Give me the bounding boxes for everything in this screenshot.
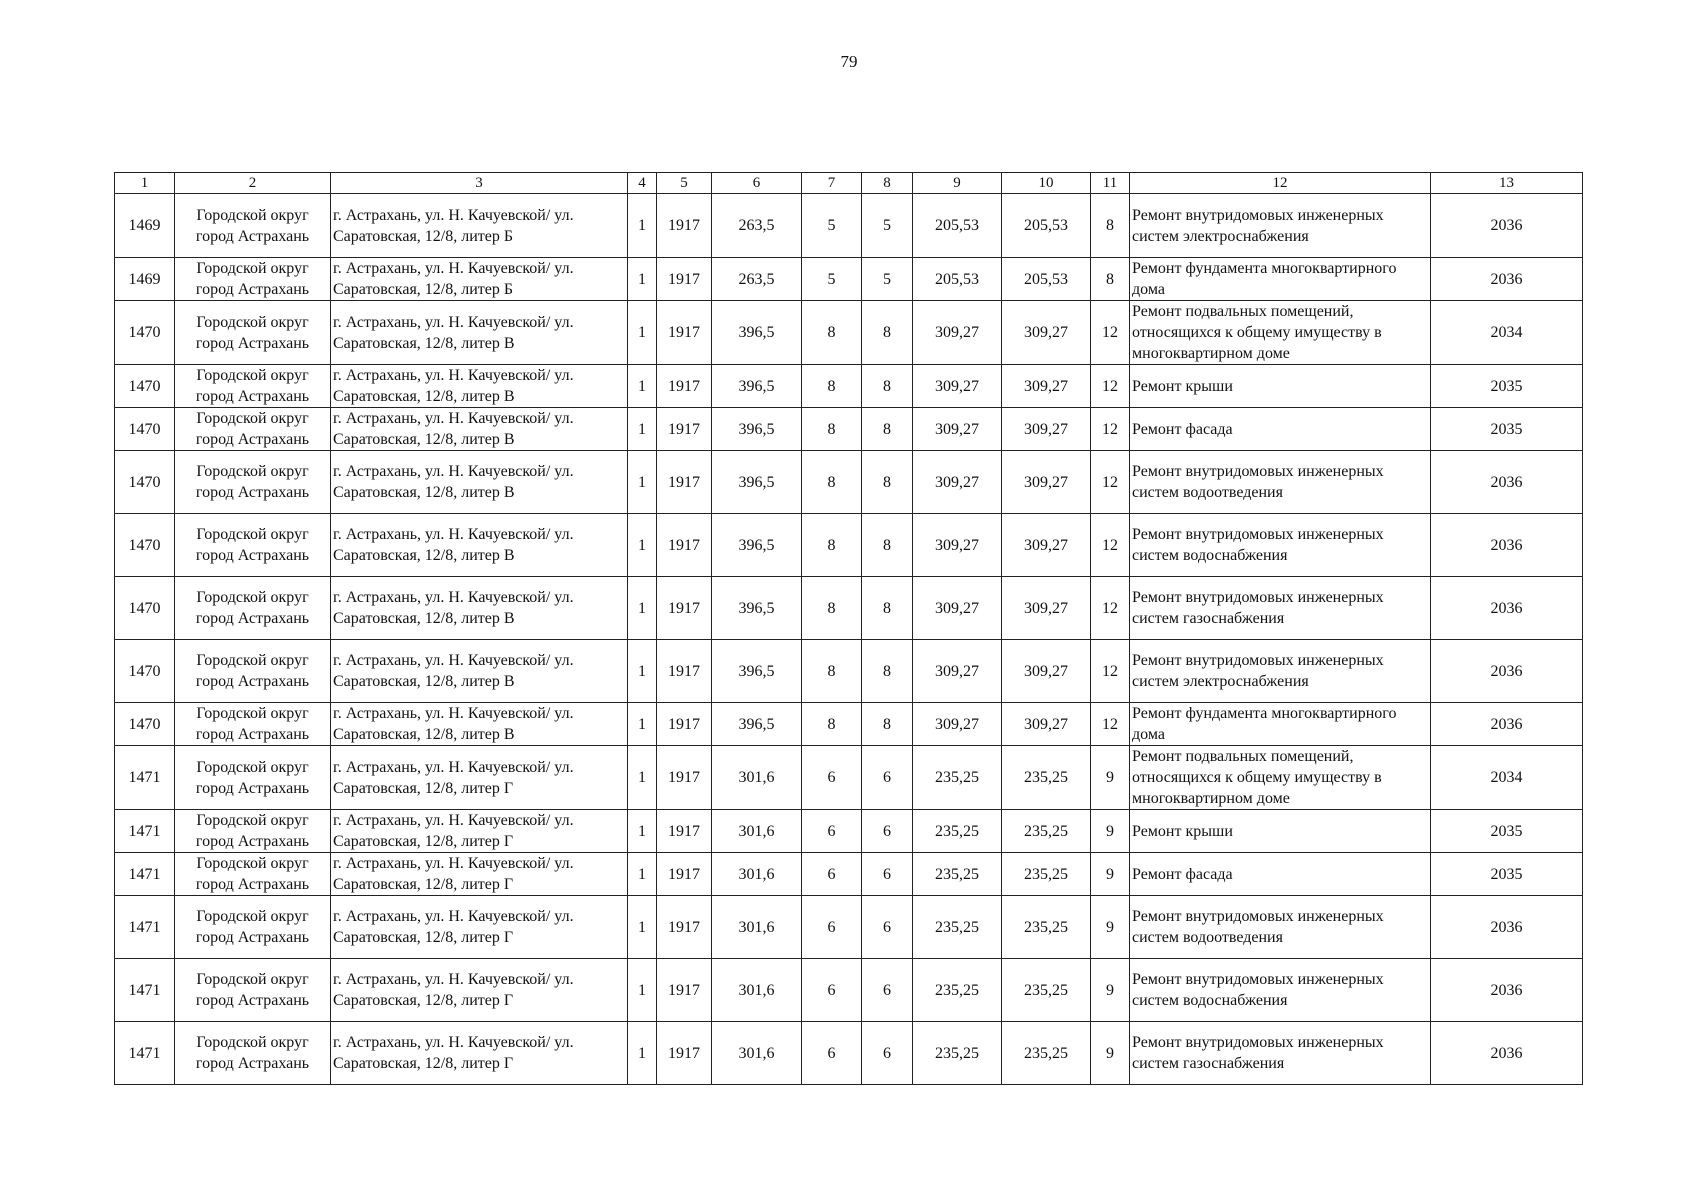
cell-col10: 235,25 (1002, 959, 1091, 1022)
table-row (115, 746, 1583, 810)
cell-col9: 309,27 (913, 408, 1002, 451)
cell-number: 1471 (115, 959, 175, 1022)
cell-col9: 235,25 (913, 959, 1002, 1022)
cell-col4: 1 (628, 1022, 657, 1085)
capital-repair-table (114, 172, 1583, 1085)
cell-area: 396,5 (712, 365, 802, 408)
cell-plan-year: 2035 (1431, 853, 1583, 896)
cell-plan-year: 2036 (1431, 451, 1583, 514)
cell-plan-year: 2035 (1431, 365, 1583, 408)
cell-col4: 1 (628, 301, 657, 365)
cell-col9: 309,27 (913, 577, 1002, 640)
cell-col11: 12 (1091, 301, 1130, 365)
cell-address: г. Астрахань, ул. Н. Качуевской/ ул. Саратовская, 12/8, литер Б (331, 258, 628, 301)
cell-work-type: Ремонт внутридомовых инженерных систем водоснабжения (1130, 959, 1431, 1022)
cell-year: 1917 (657, 1022, 712, 1085)
cell-col10: 309,27 (1002, 301, 1091, 365)
cell-area: 301,6 (712, 959, 802, 1022)
cell-year: 1917 (657, 810, 712, 853)
table-row (115, 853, 1583, 896)
cell-number: 1469 (115, 258, 175, 301)
cell-col10: 205,53 (1002, 194, 1091, 258)
table-row (115, 194, 1583, 258)
cell-number: 1470 (115, 365, 175, 408)
cell-municipality: Городской округ город Астрахань (175, 640, 331, 703)
cell-work-type: Ремонт крыши (1130, 365, 1431, 408)
cell-plan-year: 2034 (1431, 301, 1583, 365)
column-header-7: 7 (802, 173, 862, 194)
cell-col11: 8 (1091, 258, 1130, 301)
cell-col8: 5 (862, 258, 913, 301)
cell-municipality: Городской округ город Астрахань (175, 577, 331, 640)
header-row (115, 173, 1583, 194)
cell-area: 396,5 (712, 514, 802, 577)
cell-col9: 309,27 (913, 514, 1002, 577)
table-header (115, 173, 1583, 194)
page-number: 79 (840, 52, 858, 71)
cell-col4: 1 (628, 746, 657, 810)
cell-col11: 9 (1091, 959, 1130, 1022)
cell-col10: 309,27 (1002, 365, 1091, 408)
column-header-3: 3 (331, 173, 628, 194)
table-row (115, 258, 1583, 301)
cell-year: 1917 (657, 896, 712, 959)
cell-col7: 6 (802, 746, 862, 810)
cell-col7: 6 (802, 959, 862, 1022)
cell-number: 1470 (115, 703, 175, 746)
cell-number: 1471 (115, 810, 175, 853)
cell-col8: 8 (862, 577, 913, 640)
cell-area: 396,5 (712, 301, 802, 365)
cell-col9: 235,25 (913, 853, 1002, 896)
cell-work-type: Ремонт внутридомовых инженерных систем электроснабжения (1130, 640, 1431, 703)
cell-plan-year: 2036 (1431, 258, 1583, 301)
table-row (115, 365, 1583, 408)
cell-col8: 6 (862, 853, 913, 896)
cell-col9: 309,27 (913, 703, 1002, 746)
cell-address: г. Астрахань, ул. Н. Качуевской/ ул. Саратовская, 12/8, литер В (331, 365, 628, 408)
cell-col7: 8 (802, 301, 862, 365)
cell-municipality: Городской округ город Астрахань (175, 408, 331, 451)
cell-col7: 6 (802, 1022, 862, 1085)
cell-work-type: Ремонт внутридомовых инженерных систем водоотведения (1130, 896, 1431, 959)
cell-col9: 235,25 (913, 746, 1002, 810)
cell-number: 1471 (115, 896, 175, 959)
cell-year: 1917 (657, 703, 712, 746)
cell-year: 1917 (657, 258, 712, 301)
cell-col7: 8 (802, 365, 862, 408)
cell-col4: 1 (628, 365, 657, 408)
column-header-5: 5 (657, 173, 712, 194)
column-header-10: 10 (1002, 173, 1091, 194)
cell-col8: 6 (862, 810, 913, 853)
cell-col7: 6 (802, 853, 862, 896)
cell-area: 301,6 (712, 1022, 802, 1085)
cell-area: 396,5 (712, 408, 802, 451)
cell-col11: 12 (1091, 703, 1130, 746)
cell-area: 263,5 (712, 194, 802, 258)
cell-address: г. Астрахань, ул. Н. Качуевской/ ул. Саратовская, 12/8, литер Г (331, 746, 628, 810)
cell-year: 1917 (657, 365, 712, 408)
cell-col10: 205,53 (1002, 258, 1091, 301)
cell-municipality: Городской округ город Астрахань (175, 451, 331, 514)
column-header-11: 11 (1091, 173, 1130, 194)
cell-col7: 8 (802, 640, 862, 703)
cell-col10: 235,25 (1002, 1022, 1091, 1085)
cell-address: г. Астрахань, ул. Н. Качуевской/ ул. Саратовская, 12/8, литер Г (331, 810, 628, 853)
cell-area: 301,6 (712, 896, 802, 959)
cell-work-type: Ремонт фундамента многоквартирного дома (1130, 258, 1431, 301)
cell-col7: 6 (802, 896, 862, 959)
table-row (115, 577, 1583, 640)
cell-col4: 1 (628, 408, 657, 451)
cell-municipality: Городской округ город Астрахань (175, 514, 331, 577)
cell-col7: 8 (802, 577, 862, 640)
cell-address: г. Астрахань, ул. Н. Качуевской/ ул. Саратовская, 12/8, литер Б (331, 194, 628, 258)
cell-year: 1917 (657, 746, 712, 810)
cell-col11: 9 (1091, 1022, 1130, 1085)
cell-municipality: Городской округ город Астрахань (175, 896, 331, 959)
cell-col11: 12 (1091, 514, 1130, 577)
cell-col8: 8 (862, 703, 913, 746)
column-header-2: 2 (175, 173, 331, 194)
cell-work-type: Ремонт крыши (1130, 810, 1431, 853)
cell-municipality: Городской округ город Астрахань (175, 301, 331, 365)
table-row (115, 301, 1583, 365)
cell-col9: 309,27 (913, 640, 1002, 703)
cell-col11: 12 (1091, 640, 1130, 703)
cell-col4: 1 (628, 853, 657, 896)
cell-col4: 1 (628, 959, 657, 1022)
cell-col10: 235,25 (1002, 810, 1091, 853)
cell-work-type: Ремонт фундамента многоквартирного дома (1130, 703, 1431, 746)
cell-number: 1470 (115, 577, 175, 640)
cell-col7: 8 (802, 703, 862, 746)
cell-municipality: Городской округ город Астрахань (175, 365, 331, 408)
column-header-12: 12 (1130, 173, 1431, 194)
column-header-8: 8 (862, 173, 913, 194)
cell-col8: 6 (862, 896, 913, 959)
cell-plan-year: 2036 (1431, 577, 1583, 640)
cell-plan-year: 2036 (1431, 514, 1583, 577)
cell-col10: 309,27 (1002, 451, 1091, 514)
cell-col8: 8 (862, 408, 913, 451)
table-row (115, 703, 1583, 746)
cell-plan-year: 2036 (1431, 959, 1583, 1022)
table-row (115, 451, 1583, 514)
cell-plan-year: 2036 (1431, 1022, 1583, 1085)
cell-col4: 1 (628, 703, 657, 746)
cell-area: 396,5 (712, 577, 802, 640)
cell-address: г. Астрахань, ул. Н. Качуевской/ ул. Саратовская, 12/8, литер Г (331, 853, 628, 896)
column-header-1: 1 (115, 173, 175, 194)
cell-col7: 6 (802, 810, 862, 853)
cell-area: 396,5 (712, 451, 802, 514)
cell-number: 1469 (115, 194, 175, 258)
cell-municipality: Городской округ город Астрахань (175, 258, 331, 301)
cell-col8: 6 (862, 959, 913, 1022)
cell-col11: 12 (1091, 577, 1130, 640)
cell-year: 1917 (657, 514, 712, 577)
cell-address: г. Астрахань, ул. Н. Качуевской/ ул. Саратовская, 12/8, литер Г (331, 896, 628, 959)
cell-number: 1471 (115, 1022, 175, 1085)
table-row (115, 896, 1583, 959)
cell-col4: 1 (628, 514, 657, 577)
cell-col4: 1 (628, 896, 657, 959)
cell-col9: 309,27 (913, 365, 1002, 408)
table-row (115, 408, 1583, 451)
cell-col4: 1 (628, 810, 657, 853)
cell-work-type: Ремонт подвальных помещений, относящихся к общему имуществу в многоквартирном доме (1130, 746, 1431, 810)
cell-number: 1471 (115, 853, 175, 896)
cell-address: г. Астрахань, ул. Н. Качуевской/ ул. Саратовская, 12/8, литер В (331, 301, 628, 365)
cell-col8: 8 (862, 640, 913, 703)
cell-col8: 8 (862, 514, 913, 577)
cell-address: г. Астрахань, ул. Н. Качуевской/ ул. Саратовская, 12/8, литер Г (331, 1022, 628, 1085)
cell-work-type: Ремонт фасада (1130, 853, 1431, 896)
table-row (115, 959, 1583, 1022)
cell-plan-year: 2036 (1431, 640, 1583, 703)
cell-col10: 309,27 (1002, 577, 1091, 640)
cell-number: 1470 (115, 640, 175, 703)
table-row (115, 640, 1583, 703)
cell-col8: 8 (862, 451, 913, 514)
cell-col4: 1 (628, 577, 657, 640)
cell-col7: 5 (802, 194, 862, 258)
cell-col8: 6 (862, 1022, 913, 1085)
cell-address: г. Астрахань, ул. Н. Качуевской/ ул. Саратовская, 12/8, литер В (331, 408, 628, 451)
cell-address: г. Астрахань, ул. Н. Качуевской/ ул. Саратовская, 12/8, литер В (331, 577, 628, 640)
cell-work-type: Ремонт внутридомовых инженерных систем газоснабжения (1130, 577, 1431, 640)
cell-work-type: Ремонт внутридомовых инженерных систем водоотведения (1130, 451, 1431, 514)
cell-number: 1471 (115, 746, 175, 810)
table-row (115, 810, 1583, 853)
cell-year: 1917 (657, 853, 712, 896)
cell-col7: 8 (802, 408, 862, 451)
cell-col10: 309,27 (1002, 514, 1091, 577)
cell-col11: 12 (1091, 365, 1130, 408)
cell-col4: 1 (628, 640, 657, 703)
cell-work-type: Ремонт подвальных помещений, относящихся к общему имуществу в многоквартирном доме (1130, 301, 1431, 365)
cell-col10: 309,27 (1002, 640, 1091, 703)
cell-plan-year: 2035 (1431, 810, 1583, 853)
cell-col10: 309,27 (1002, 408, 1091, 451)
cell-work-type: Ремонт внутридомовых инженерных систем водоснабжения (1130, 514, 1431, 577)
cell-col9: 205,53 (913, 194, 1002, 258)
cell-municipality: Городской округ город Астрахань (175, 959, 331, 1022)
cell-year: 1917 (657, 194, 712, 258)
cell-municipality: Городской округ город Астрахань (175, 853, 331, 896)
cell-col4: 1 (628, 451, 657, 514)
cell-col10: 235,25 (1002, 853, 1091, 896)
cell-col10: 309,27 (1002, 703, 1091, 746)
cell-col11: 12 (1091, 408, 1130, 451)
cell-col4: 1 (628, 258, 657, 301)
cell-col8: 5 (862, 194, 913, 258)
cell-address: г. Астрахань, ул. Н. Качуевской/ ул. Саратовская, 12/8, литер В (331, 451, 628, 514)
cell-plan-year: 2036 (1431, 703, 1583, 746)
column-header-6: 6 (712, 173, 802, 194)
cell-number: 1470 (115, 408, 175, 451)
cell-col8: 8 (862, 365, 913, 408)
cell-year: 1917 (657, 408, 712, 451)
cell-year: 1917 (657, 451, 712, 514)
cell-area: 301,6 (712, 853, 802, 896)
table-body (115, 194, 1583, 1085)
cell-number: 1470 (115, 451, 175, 514)
cell-number: 1470 (115, 514, 175, 577)
cell-col11: 9 (1091, 746, 1130, 810)
cell-year: 1917 (657, 577, 712, 640)
cell-area: 301,6 (712, 810, 802, 853)
cell-col7: 5 (802, 258, 862, 301)
cell-municipality: Городской округ город Астрахань (175, 746, 331, 810)
cell-municipality: Городской округ город Астрахань (175, 1022, 331, 1085)
cell-year: 1917 (657, 640, 712, 703)
cell-col9: 205,53 (913, 258, 1002, 301)
cell-area: 263,5 (712, 258, 802, 301)
cell-number: 1470 (115, 301, 175, 365)
cell-plan-year: 2034 (1431, 746, 1583, 810)
cell-col9: 235,25 (913, 896, 1002, 959)
cell-col11: 9 (1091, 810, 1130, 853)
cell-col11: 9 (1091, 896, 1130, 959)
cell-plan-year: 2036 (1431, 194, 1583, 258)
cell-plan-year: 2035 (1431, 408, 1583, 451)
cell-work-type: Ремонт фасада (1130, 408, 1431, 451)
cell-area: 301,6 (712, 746, 802, 810)
column-header-4: 4 (628, 173, 657, 194)
cell-area: 396,5 (712, 640, 802, 703)
cell-col7: 8 (802, 451, 862, 514)
cell-col9: 309,27 (913, 451, 1002, 514)
table-row (115, 514, 1583, 577)
cell-address: г. Астрахань, ул. Н. Качуевской/ ул. Саратовская, 12/8, литер В (331, 514, 628, 577)
cell-address: г. Астрахань, ул. Н. Качуевской/ ул. Саратовская, 12/8, литер Г (331, 959, 628, 1022)
column-header-9: 9 (913, 173, 1002, 194)
cell-year: 1917 (657, 301, 712, 365)
cell-municipality: Городской округ город Астрахань (175, 810, 331, 853)
cell-col8: 8 (862, 301, 913, 365)
cell-col9: 235,25 (913, 1022, 1002, 1085)
cell-work-type: Ремонт внутридомовых инженерных систем электроснабжения (1130, 194, 1431, 258)
cell-col4: 1 (628, 194, 657, 258)
cell-col11: 9 (1091, 853, 1130, 896)
cell-year: 1917 (657, 959, 712, 1022)
cell-plan-year: 2036 (1431, 896, 1583, 959)
table-row (115, 1022, 1583, 1085)
cell-area: 396,5 (712, 703, 802, 746)
cell-col8: 6 (862, 746, 913, 810)
cell-work-type: Ремонт внутридомовых инженерных систем газоснабжения (1130, 1022, 1431, 1085)
cell-col7: 8 (802, 514, 862, 577)
cell-col10: 235,25 (1002, 896, 1091, 959)
cell-col10: 235,25 (1002, 746, 1091, 810)
cell-address: г. Астрахань, ул. Н. Качуевской/ ул. Саратовская, 12/8, литер В (331, 640, 628, 703)
cell-address: г. Астрахань, ул. Н. Качуевской/ ул. Саратовская, 12/8, литер В (331, 703, 628, 746)
cell-col9: 309,27 (913, 301, 1002, 365)
cell-col11: 12 (1091, 451, 1130, 514)
column-header-13: 13 (1431, 173, 1583, 194)
cell-municipality: Городской округ город Астрахань (175, 194, 331, 258)
cell-col9: 235,25 (913, 810, 1002, 853)
cell-municipality: Городской округ город Астрахань (175, 703, 331, 746)
cell-col11: 8 (1091, 194, 1130, 258)
